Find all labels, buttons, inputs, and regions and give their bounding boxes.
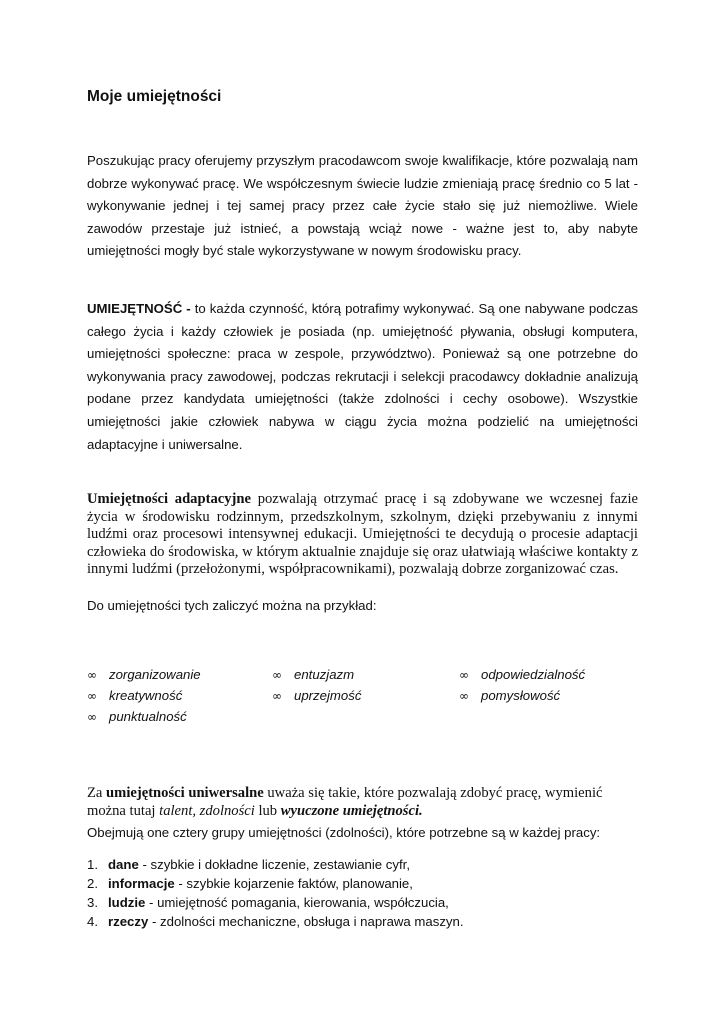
learned-skills-text: wyuczone umiejętności. xyxy=(280,802,423,819)
definition-paragraph xyxy=(87,298,638,456)
list-item: ∞ odpowiedzialność xyxy=(459,664,585,685)
universal-paragraph: Za umiejętności uniwersalne uważa się takie, które pozwalają zdobyć pracę, wymienić można tutaj talent, zdolności lub wyuczone umiejętności. xyxy=(87,785,603,819)
list-item: 2. informacje - szybkie kojarzenie faktów, planowanie, xyxy=(87,876,413,891)
list-item: ∞ entuzjazm xyxy=(272,664,361,685)
talent-text: talent, zdolności xyxy=(159,802,255,819)
list-item: ∞ zorganizowanie xyxy=(87,664,201,685)
adaptive-examples-list xyxy=(87,664,647,724)
adaptive-paragraph xyxy=(87,491,638,579)
examples-column-1 xyxy=(87,664,201,727)
examples-column-3 xyxy=(459,664,585,706)
infinity-bullet-icon: ∞ xyxy=(272,668,282,682)
infinity-bullet-icon: ∞ xyxy=(272,689,282,703)
adaptive-text: pozwalają otrzymać pracę i są zdobywane we wczesnej fazie życia w środowisku rodzinnym, przedszkolnym, szkolnym, dzięki przebywaniu z innymi ludźmi oraz procesowi intensywnej edukacji. Umiejętności te decydują o procesie adaptacji człowieka do środowiska, w którym aktualnie znajduje się oraz ułatwiają właściwe kontakty z innymi ludźmi (przełożonymi, współpracownikami), pozwalają dobrze zorganizować czas. xyxy=(87,491,638,578)
list-item: ∞ punktualność xyxy=(87,706,201,727)
infinity-bullet-icon: ∞ xyxy=(87,710,97,724)
skill-groups-list xyxy=(87,855,464,931)
groups-intro: Obejmują one cztery grupy umiejętności (zdolności), które potrzebne są w każdej pracy: xyxy=(87,825,601,840)
adaptive-term: Umiejętności adaptacyjne xyxy=(87,491,251,507)
list-item: 1. dane - szybkie i dokładne liczenie, zestawianie cyfr, xyxy=(87,857,410,872)
infinity-bullet-icon: ∞ xyxy=(87,668,97,682)
infinity-bullet-icon: ∞ xyxy=(459,668,469,682)
list-item: ∞ pomysłowość xyxy=(459,685,585,706)
definition-text: to każda czynność, którą potrafimy wykonywać. Są one nabywane podczas całego życia i każdy człowiek je posiada (np. umiejętność pływania, obsługi komputera, umiejętności społeczne: praca w zespole, przywództwo). Ponieważ są one potrzebne do wykonywania pracy zawodowej, podczas rekrutacji i selekcji pracodawcy dokładnie analizują podane przez kandydata umiejętności (także zdolności i cechy osobowe). Wszystkie umiejętności jakie człowiek nabywa w ciągu życia można podzielić na umiejętności adaptacyjne i uniwersalne. xyxy=(87,301,638,452)
examples-column-2 xyxy=(272,664,361,706)
intro-paragraph: Poszukując pracy oferujemy przyszłym pracodawcom swoje kwalifikacje, które pozwalają nam dobrze wykonywać pracę. We współczesnym świecie ludzie zmieniają pracę średnio co 5 lat - wykonywanie jednej i tej samej pracy przez całe życie stało się już niemożliwe. Wiele zawodów przestaje już istnieć, a powstają wciąż nowe - ważne jest to, aby nabyte umiejętności mogły być stale wykorzystywane w nowym środowisku pracy. xyxy=(87,153,638,259)
infinity-bullet-icon: ∞ xyxy=(459,689,469,703)
definition-term: UMIEJĘTNOŚĆ - xyxy=(87,301,191,316)
list-item: ∞ kreatywność xyxy=(87,685,201,706)
list-item: ∞ uprzejmość xyxy=(272,685,361,706)
page-title: Moje umiejętności xyxy=(87,88,222,105)
list-item: 4. rzeczy - zdolności mechaniczne, obsługa i naprawa maszyn. xyxy=(87,914,464,929)
examples-intro: Do umiejętności tych zaliczyć można na przykład: xyxy=(87,598,377,613)
list-item: 3. ludzie - umiejętność pomagania, kierowania, współczucia, xyxy=(87,895,449,910)
universal-term: umiejętności uniwersalne xyxy=(106,785,264,801)
infinity-bullet-icon: ∞ xyxy=(87,689,97,703)
